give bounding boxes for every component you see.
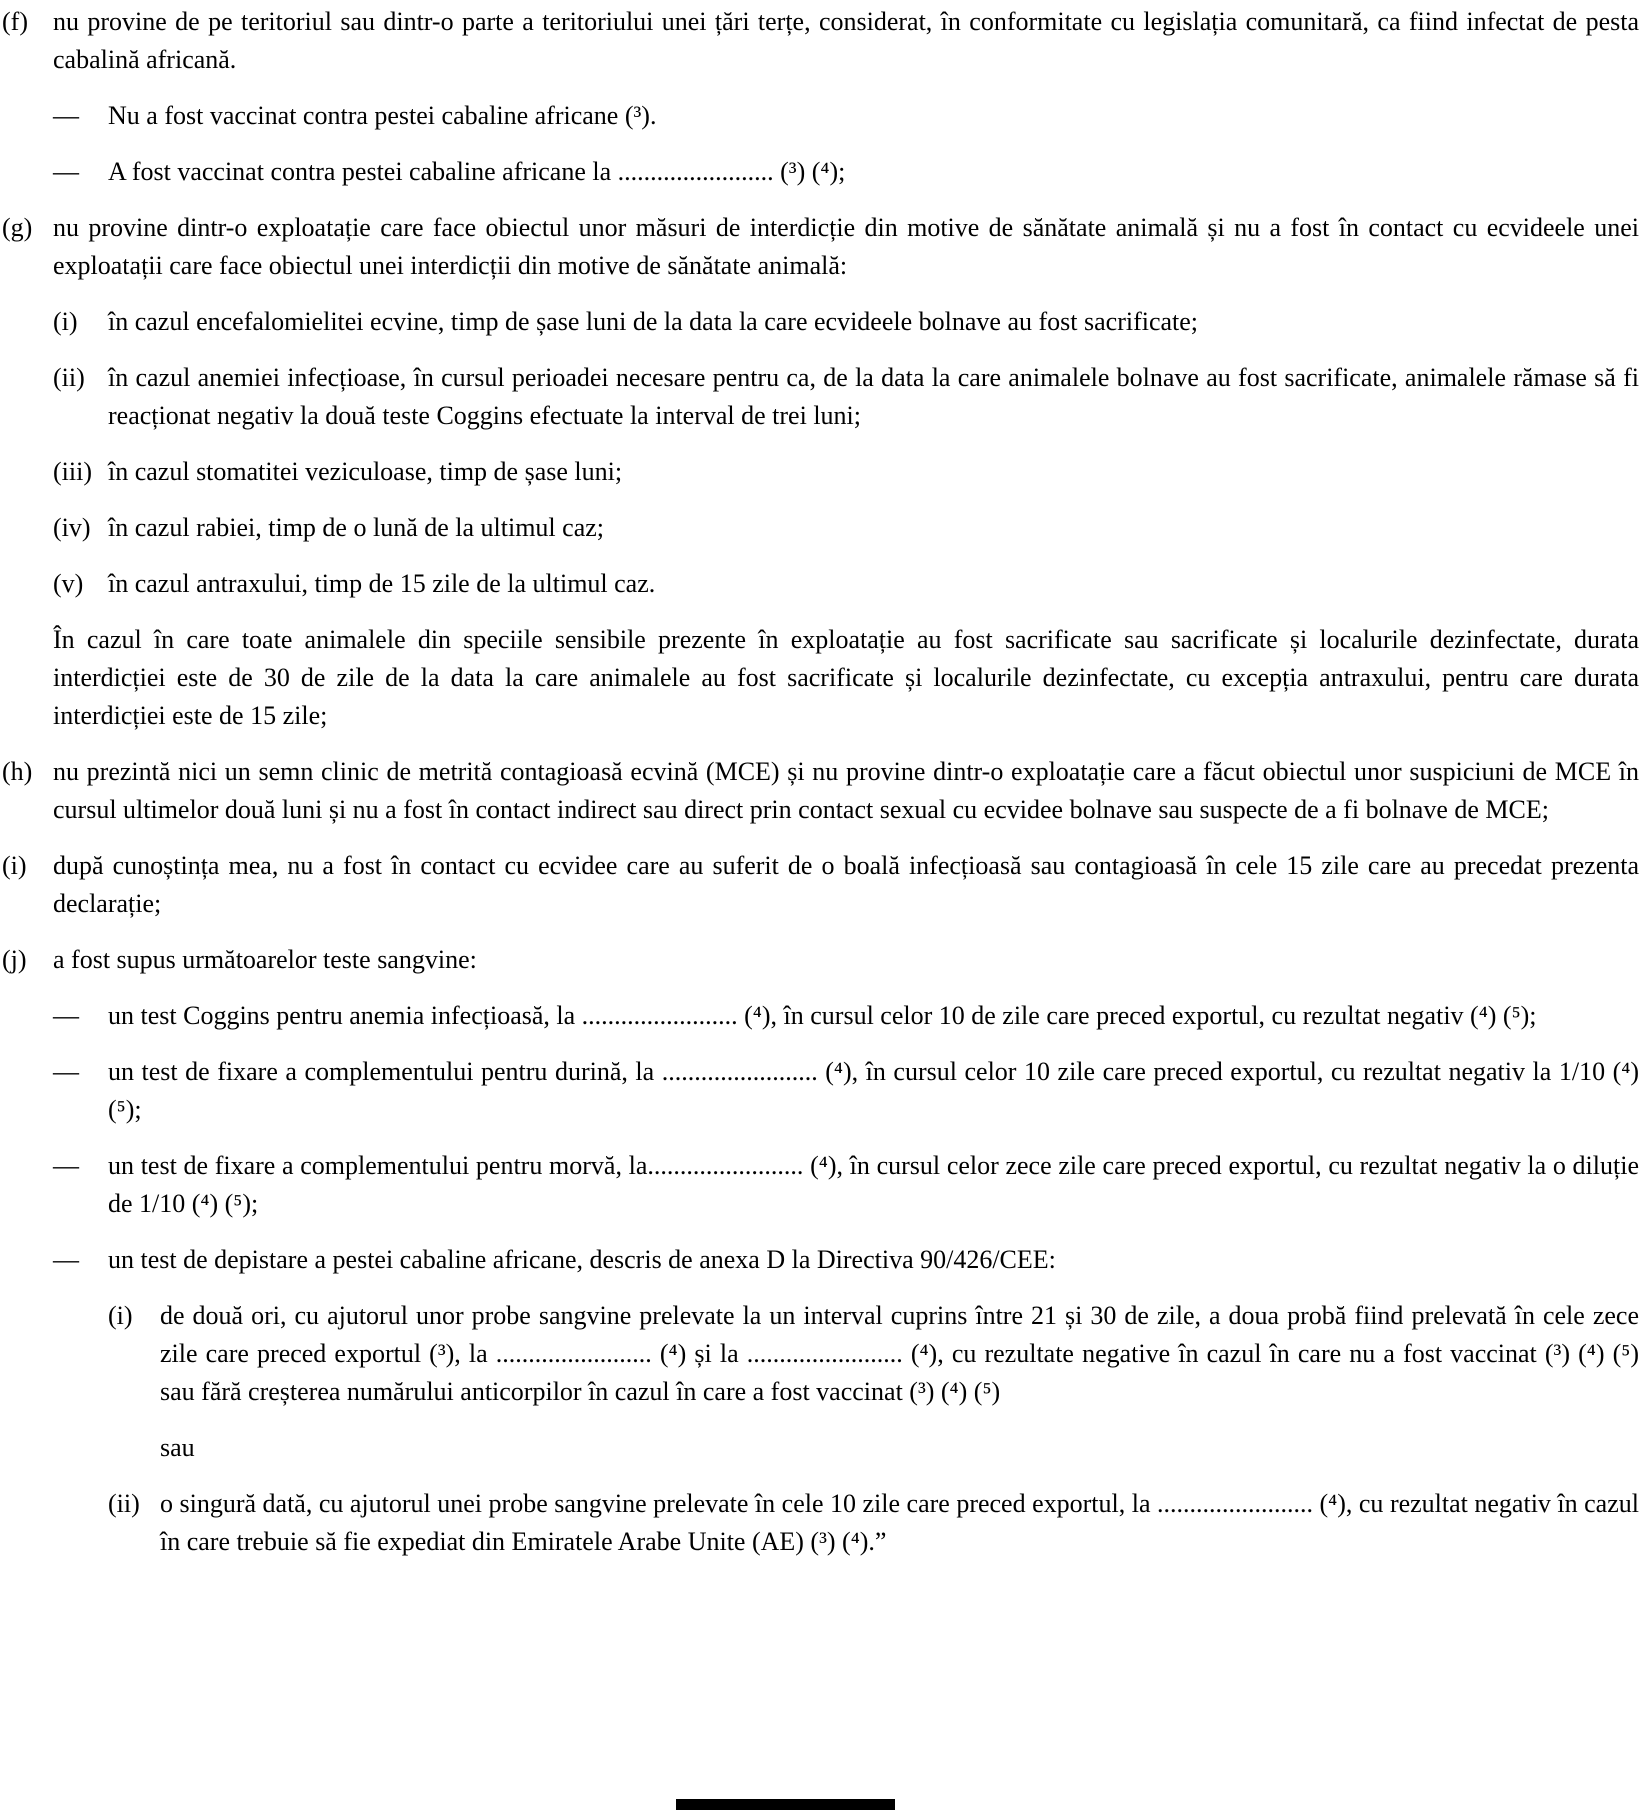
para-sau-text: sau (160, 1433, 195, 1462)
item-j-text: a fost supus următoarelor teste sangvine: (53, 945, 477, 974)
dash-durina-test-text: un test de fixare a complementului pentru durină, la ........................ (⁴), în cursul celor 10 zile care preced exportul, cu rezultat negativ la 1/10 (⁴) (⁵); (108, 1057, 1639, 1124)
dash-durina-test (53, 1053, 1639, 1129)
item-h-label: (h) (2, 757, 33, 786)
item-i (0, 847, 1639, 923)
subitem-g-i (53, 303, 1639, 341)
subitem-g-i-text: în cazul encefalomielitei ecvine, timp de șase luni de la data la care ecvideele bolnave au fost sacrificate; (108, 307, 1199, 336)
document-body (0, 3, 1639, 1561)
item-f-label: (f) (2, 7, 28, 36)
item-g-label: (g) (2, 213, 33, 242)
item-i-label: (i) (2, 851, 27, 880)
subitem-ahs-i-text: de două ori, cu ajutorul unor probe sangvine prelevate la un interval cuprins între 21 și 30 de zile, a doua probă fiind prelevată în cele zece zile care preced exportul (³), la ........................ (⁴) și la ........................ (⁴), cu rezultate negative în cazul în care nu a fost vaccinat (³) (⁴) (⁵) sau fără creșterea numărului anticorpilor în cazul în care a fost vaccinat (³) (⁴) (⁵) (160, 1301, 1639, 1406)
subitem-g-v-label: (v) (53, 569, 84, 598)
dash-not-vaccinated-ahs-label: — (53, 101, 79, 130)
dash-vaccinated-ahs-at (53, 153, 1639, 191)
item-f-text: nu provine de pe teritoriul sau dintr-o parte a teritoriului unei țări terțe, considerat, în conformitate cu legislația comunitară, ca fiind infectat de pesta cabalină africană. (53, 7, 1639, 74)
item-h-text: nu prezintă nici un semn clinic de metrită contagioasă ecvină (MCE) și nu provine dintr-o exploatație care a făcut obiectul unor suspiciuni de MCE în cursul ultimelor două luni și nu a fost în contact indirect sau direct prin contact sexual cu ecvidee bolnave sau suspecte de a fi bolnave de MCE; (53, 757, 1639, 824)
subitem-g-iii-text: în cazul stomatitei veziculoase, timp de șase luni; (108, 457, 623, 486)
subitem-g-ii (53, 359, 1639, 435)
dash-morva-test-label: — (53, 1151, 79, 1180)
subitem-g-ii-text: în cazul anemiei infecțioase, în cursul perioadei necesare pentru ca, de la data la care animalele bolnave au fost sacrificate, animalele rămase să fi reacționat negativ la două teste Coggins efectuate la interval de trei luni; (108, 363, 1639, 430)
subitem-g-i-label: (i) (53, 307, 78, 336)
dash-not-vaccinated-ahs-text: Nu a fost vaccinat contra pestei cabaline africane (³). (108, 101, 657, 130)
item-g-text: nu provine dintr-o exploatație care face obiectul unor măsuri de interdicție din motive de sănătate animală și nu a fost în contact cu ecvideele unei exploatații care face obiectul unei interdicții din motive de sănătate animală: (53, 213, 1639, 280)
dash-durina-test-label: — (53, 1057, 79, 1086)
item-j-label: (j) (2, 945, 27, 974)
subitem-g-iv-text: în cazul rabiei, timp de o lună de la ultimul caz; (108, 513, 604, 542)
dash-coggins-test (53, 997, 1639, 1035)
item-g (0, 209, 1639, 285)
dash-coggins-test-label: — (53, 1001, 79, 1030)
subitem-g-v-text: în cazul antraxului, timp de 15 zile de la ultimul caz. (108, 569, 656, 598)
para-sau (160, 1429, 1639, 1467)
dash-coggins-test-text: un test Coggins pentru anemia infecțioasă, la ........................ (⁴), în cursul celor 10 de zile care preced exportul, cu rezultat negativ (⁴) (⁵); (108, 1001, 1537, 1030)
subitem-ahs-i (108, 1297, 1639, 1411)
subitem-g-ii-label: (ii) (53, 363, 85, 392)
dash-not-vaccinated-ahs (53, 97, 1639, 135)
subitem-ahs-i-label: (i) (108, 1301, 133, 1330)
dash-ahs-screening-test-label: — (53, 1245, 79, 1274)
item-f (0, 3, 1639, 79)
item-h (0, 753, 1639, 829)
subitem-ahs-ii-text: o singură dată, cu ajutorul unei probe sangvine prelevate în cele 10 zile care preced exportul, la ........................ (⁴), cu rezultat negativ în cazul în care trebuie să fie expediat din Emiratele Arabe Unite (AE) (³) (⁴).” (160, 1489, 1639, 1556)
subitem-ahs-ii (108, 1485, 1639, 1561)
para-g-closing (0, 621, 1639, 735)
subitem-g-iii (53, 453, 1639, 491)
dash-morva-test-text: un test de fixare a complementului pentru morvă, la........................ (⁴), în cursul celor zece zile care preced exportul, cu rezultat negativ la o diluție de 1/10 (⁴) (⁵); (108, 1151, 1639, 1218)
dash-vaccinated-ahs-at-label: — (53, 157, 79, 186)
para-g-closing-text: În cazul în care toate animalele din speciile sensibile prezente în exploatație au fost sacrificate sau sacrificate și localurile dezinfectate, durata interdicției este de 30 de zile de la data la care animalele au fost sacrificate și localurile dezinfectate, cu excepția antraxului, pentru care durata interdicției este de 15 zile; (53, 625, 1639, 730)
subitem-ahs-ii-label: (ii) (108, 1489, 140, 1518)
subitem-g-iv-label: (iv) (53, 513, 91, 542)
item-i-text: după cunoștința mea, nu a fost în contact cu ecvidee care au suferit de o boală infecțioasă sau contagioasă în cele 15 zile care au precedat prezenta declarație; (53, 851, 1639, 918)
subitem-g-iv (53, 509, 1639, 547)
item-j (0, 941, 1639, 979)
dash-ahs-screening-test-text: un test de depistare a pestei cabaline africane, descris de anexa D la Directiva 90/426/CEE: (108, 1245, 1056, 1274)
subitem-g-iii-label: (iii) (53, 457, 92, 486)
dash-morva-test (53, 1147, 1639, 1223)
dash-vaccinated-ahs-at-text: A fost vaccinat contra pestei cabaline africane la ........................ (³) (⁴); (108, 157, 846, 186)
dash-ahs-screening-test (53, 1241, 1639, 1279)
page-divider-line (676, 1799, 895, 1810)
subitem-g-v (53, 565, 1639, 603)
